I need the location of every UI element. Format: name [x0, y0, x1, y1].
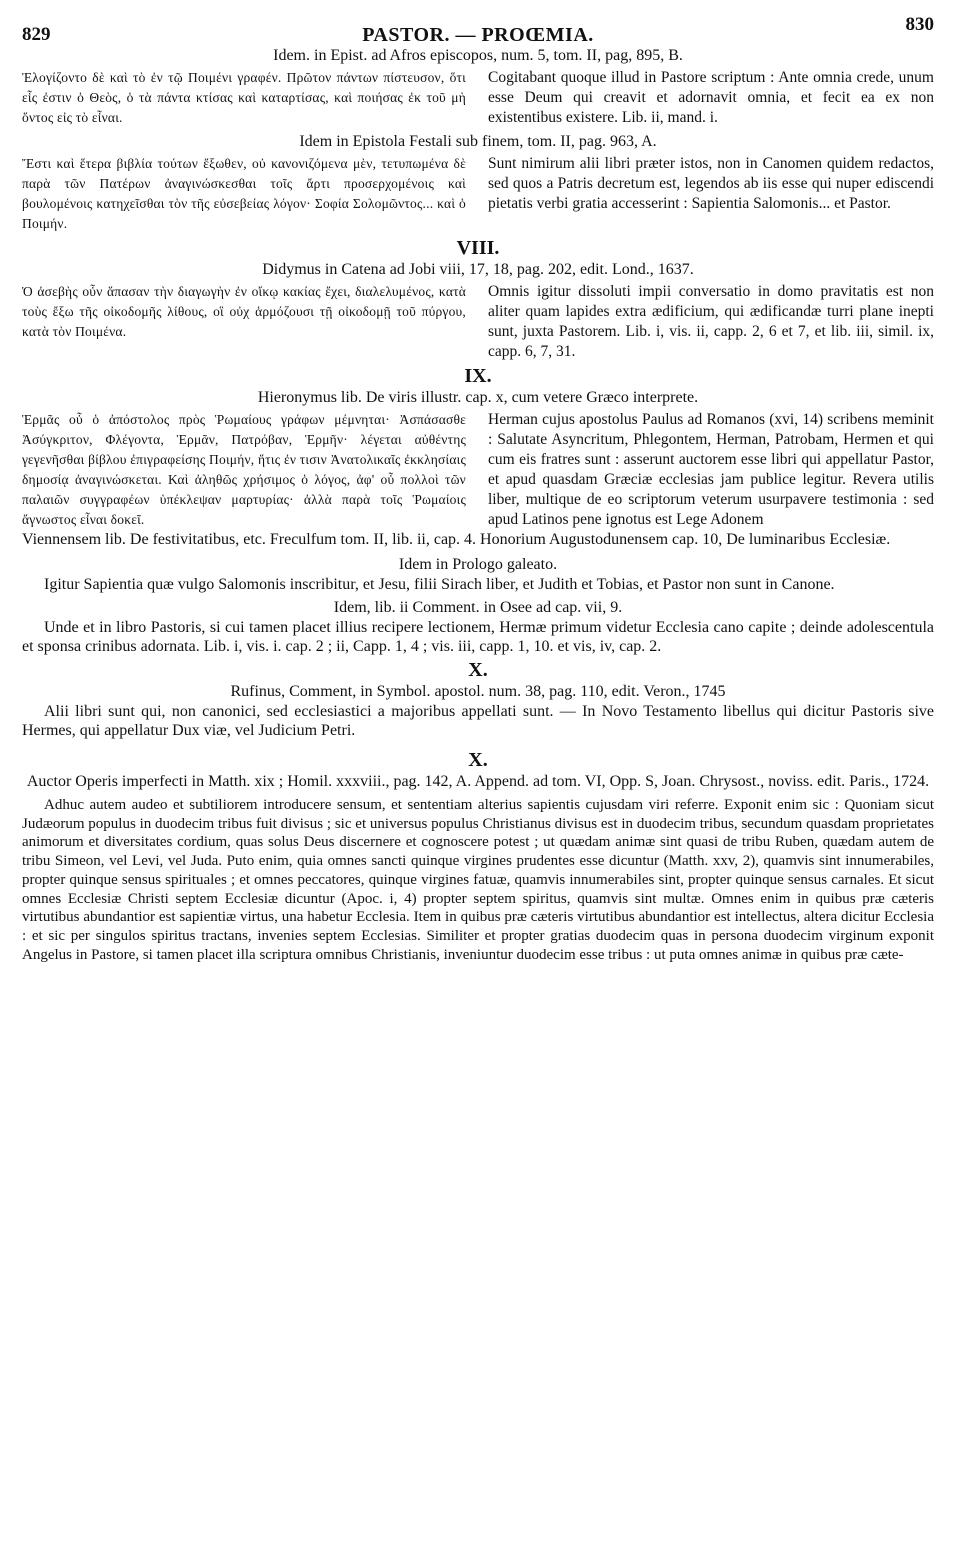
body-paragraph: Unde et in libro Pastoris, si cui tamen placet illius recipere lectionem, Hermæ primum videtur Ecclesia cano capite ; deinde adolescentula et sponsa crinibus adornata. Lib. i, vis. i. cap. 2 ; ii, Capp. 1, 4 ; vis. iii, capp. 1, 10. et vis, iv, cap. 2.	[22, 619, 934, 655]
latin-column: Omnis igitur dissoluti impii conversatio in domo pravitatis est non aliter quam lapides extra ædificium, qui ædificandæ turri plane inepti sunt, juxta Pastorem. Lib. i, vis. ii, capp. 2, 6 et 7, et lib. iii, simil. ix, capp. 6, 7, 31.	[488, 283, 934, 360]
continuation-paragraph: Viennensem lib. De festivitatibus, etc. Freculfum tom. II, lib. ii, cap. 4. Honorium Augustodunensem cap. 10, De luminaribus Ecclesiæ.	[22, 531, 891, 548]
latin-column: Cogitabant quoque illud in Pastore scriptum : Ante omnia crede, unum esse Deum qui creavit et adornavit omnia, et fecit ea ex non existentibus existere. Lib. ii, mand. i.	[488, 69, 934, 126]
section-number: VIII.	[456, 237, 500, 259]
greek-column: Ἑρμᾶς οὗ ὁ ἀπόστολος πρὸς Ῥωμαίους γράφων μέμνηται· Ἀσπάσασθε Ἀσύγκριτον, Φλέγοντα, Ἑρμᾶν, Πατρόβαν, Ἑρμῆν· λέγεται αὐθέντης γεγενῆσθαι βίβλου ἐπιγραφείσης Ποιμήν, ἥτις ἐν τισιν Ἀνατολικαῖς ἐκκλησίαις δημοσίᾳ ἀναγινώσκεται. Καὶ ἀληθῶς χρήσιμος ὁ λόγος, ἀφ' οὗ πολλοὶ τῶν παλαιῶν συγγραφέων ὑπέκλεψαν μαρτυρίας· ἀλλὰ παρὰ τοῖς Ῥωμαίοις ἄγνωστος εἶναι δοκεῖ.	[22, 412, 466, 527]
citation-heading: Rufinus, Comment, in Symbol. apostol. num. 38, pag. 110, edit. Veron., 1745	[230, 683, 726, 700]
citation-heading: Hieronymus lib. De viris illustr. cap. x, cum vetere Græco interprete.	[257, 389, 699, 406]
body-paragraph: Igitur Sapientia quæ vulgo Salomonis inscribitur, et Jesu, filii Sirach liber, et Judith et Tobias, et Pastor non sunt in Canone.	[44, 576, 835, 593]
parallel-text	[22, 282, 934, 362]
parallel-text	[22, 68, 934, 128]
document-page	[22, 10, 934, 964]
running-header	[22, 10, 934, 46]
body-paragraph: Adhuc autem audeo et subtiliorem introducere sensum, et sententiam alterius sapientis cujusdam viri referre. Exponit enim sic : Quoniam sicut Judæorum populus in duodecim tribus fuit divisus ; sic et universus populus Christianus divisus est in duodecim tribus, secundum quasdam proprietates animorum et diversitates cordium, quas solus Deus discernere et cognoscere potest ; ut quædam animæ sint quasi de tribu Ruben, quædam autem de tribu Simeon, vel Levi, vel Juda. Puto enim, quia omnes sancti quinque virgines prudentes esse dicuntur (Matth. xxv, 2), quamvis sint innumerabiles, propter quinque sensus spirituales ; et omnes peccatores, quinque virgines fatuæ, quamvis innumerabiles sint, propter quinque sensus carnales. Et sicut omnes Ecclesiæ Christi septem Ecclesiæ dicuntur (Apoc. i, 4) propter septem spiritus, quamvis sint multæ. Omnes enim in quibus præ cæteris virtutibus abundantior est sapientiæ virtus, una habetur Ecclesia. Item in quibus præ cæteris virtutibus abundantior est intellectus, altera dicitur Ecclesia : et sic per singulos spiritus tractans, invenies septem Ecclesias. Similiter et propter gratias duodecim quas in persona duodecim virginum exponit Angelus in Pastore, si tamen placet illa scriptura omnibus Christianis, inveniuntur duodecim esse tribus : ut puta omnes animæ in quibus præ cæte-	[22, 797, 934, 963]
section-number: IX.	[464, 365, 492, 387]
citation-heading: Auctor Operis imperfecti in Matth. xix ; Homil. xxxviii., pag. 142, A. Append. ad tom. VI, Opp. S, Joan. Chrysost., noviss. edit. Paris., 1724.	[26, 773, 930, 790]
greek-column: Ἔστι καὶ ἕτερα βιβλία τούτων ἔξωθεν, οὐ κανονιζόμενα μὲν, τετυπωμένα δὲ παρὰ τῶν Πατέρων ἀναγινώσκεσθαι τοῖς ἄρτι προσερχομένοις καὶ βουλομένοις κατηχεῖσθαι τὸν τῆς εὐσεβείας λόγον· Σοφία Σολομῶντος... καὶ ὁ Ποιμήν.	[22, 156, 466, 231]
greek-column: Ὁ ἀσεβὴς οὖν ἅπασαν τὴν διαγωγὴν ἐν οἴκῳ κακίας ἔχει, διαλελυμένος, κατὰ τοὺς ἔξω τῆς οἰκοδομῆς λίθους, οἳ οὐχ ἁρμόζουσι τῇ οἰκοδομῇ τοῦ πύργου, κατὰ τὸν Ποιμένα.	[22, 284, 466, 339]
section-number: X.	[468, 749, 488, 771]
citation-heading: Didymus in Catena ad Jobi viii, 17, 18, pag. 202, edit. Lond., 1637.	[262, 261, 694, 278]
right-page-number: 830	[905, 14, 934, 35]
body-paragraph: Alii libri sunt qui, non canonici, sed ecclesiastici a majoribus appellati sunt. — In Novo Testamento libellus qui dicitur Pastoris sive Hermes, qui appellatur Dux viæ, vel Judicium Petri.	[22, 703, 934, 739]
greek-column: Ἐλογίζοντο δὲ καὶ τὸ ἐν τῷ Ποιμένι γραφέν. Πρῶτον πάντων πίστευσον, ὅτι εἷς ἐστιν ὁ Θεὸς, ὁ τὰ πάντα κτίσας καὶ καταρτίσας, καὶ ποιήσας ἐκ τοῦ μὴ ὄντος εἰς τὸ εἶναι.	[22, 70, 466, 125]
citation-heading: Idem in Prologo galeato.	[398, 556, 558, 573]
parallel-text	[22, 410, 934, 530]
latin-column: Sunt nimirum alii libri præter istos, non in Canomen quidem redactos, sed quos a Patris decretum est, legendos ab iis esse qui nuper ediscendi pietatis verbi gratia accesserint : Sapientia Salomonis... et Pastor.	[488, 155, 934, 212]
citation-heading: Idem in Epistola Festali sub finem, tom. II, pag. 963, A.	[299, 133, 657, 150]
citation-heading: Idem, lib. ii Comment. in Osee ad cap. vii, 9.	[333, 599, 623, 616]
left-page-number: 829	[22, 24, 51, 45]
latin-column: Herman cujus apostolus Paulus ad Romanos (xvi, 14) scribens meminit : Salutate Asyncritum, Phlegontem, Herman, Patrobam, Hermen et qui cum eis fratres sunt : asserunt auctorem esse libri qui appellatur Pastor, et apud quasdam Græciæ ecclesias jam publice legitur. Revera utilis liber, multique de eo scriptorum veterum usurpavere testimonia : sed apud Latinos pene ignotus est Lege Adonem	[488, 411, 934, 528]
parallel-text	[22, 154, 934, 234]
running-title: PASTOR. — PROŒMIA.	[362, 24, 594, 46]
section-number: X.	[468, 659, 488, 681]
citation-heading: Idem. in Epist. ad Afros episcopos, num. 5, tom. II, pag, 895, B.	[273, 47, 683, 64]
